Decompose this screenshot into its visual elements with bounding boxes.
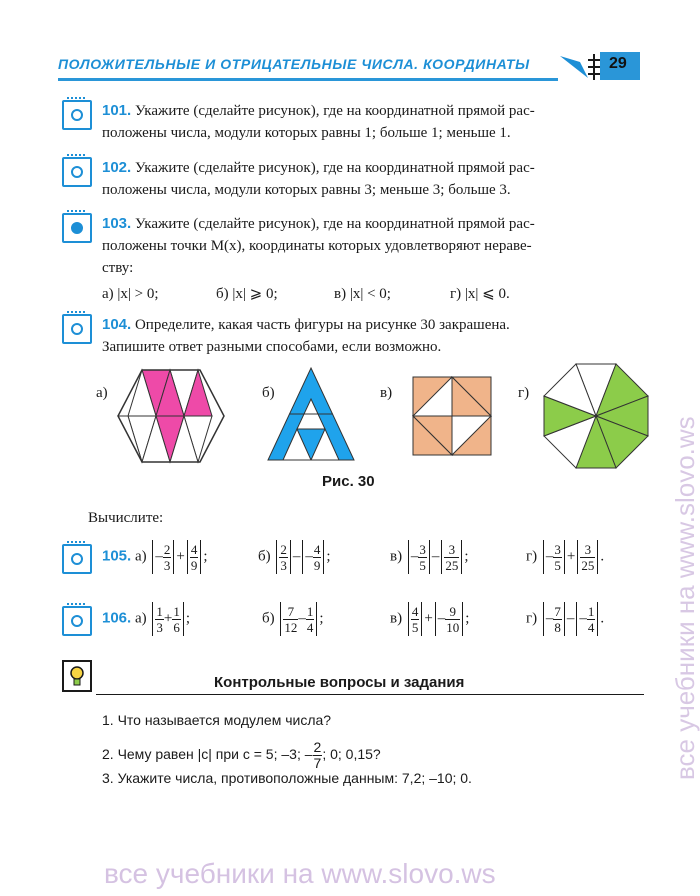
task-number: 102. <box>102 159 132 176</box>
figure-square <box>412 376 492 456</box>
expr-label: а) <box>134 548 147 565</box>
task-text: Определите, какая часть фигуры на рисунке 30 закрашена. <box>134 317 510 333</box>
notebook-icon <box>62 100 92 130</box>
expr-label: г) <box>526 548 538 565</box>
lightbulb-icon <box>62 660 94 694</box>
notebook-icon <box>62 544 92 574</box>
question-1: 1. Что называется модулем числа? <box>102 712 332 728</box>
task-text: положены числа, модули которых равны 1; больше 1; меньше 1. <box>102 125 511 141</box>
figure-triangle <box>266 366 356 462</box>
task-text: Запишите ответ разными способами, если возможно. <box>102 339 442 355</box>
figure-hexagon <box>116 368 226 466</box>
option-a: а) |x| > 0; <box>102 286 159 302</box>
figure-label-v: в) <box>380 385 393 401</box>
notebook-icon <box>62 213 92 243</box>
task-106-v: в) $\frac{4}{5}$ + – $\frac{9}{10}$ ; <box>390 603 470 635</box>
expr-label: а) <box>134 610 147 627</box>
task-number: 104. <box>102 316 132 333</box>
figure-octagon <box>542 362 650 470</box>
task-text: Укажите (сделайте рисунок), где на координатной прямой рас- <box>134 216 535 232</box>
task-number: 101. <box>102 102 132 119</box>
task-105-v: в) – $\frac{3}{5}$ – $\frac{3}{25}$ ; <box>390 541 469 573</box>
task-106: 106. а) $\frac{1}{3}$ + $\frac{1}{6}$ ; <box>102 603 190 635</box>
expr-label: в) <box>390 548 403 565</box>
control-title: Контрольные вопросы и задания <box>214 674 465 691</box>
expr-label: г) <box>526 610 538 627</box>
control-rule <box>96 694 644 695</box>
figure-caption: Рис. 30 <box>322 473 375 490</box>
watermark-side: все учебники на www.slovo.ws <box>670 416 700 780</box>
figure-label-g: г) <box>518 385 530 401</box>
page-header <box>58 52 640 82</box>
expr-label: б) <box>262 610 275 627</box>
task-105: 105. а) – $\frac{2}{3}$ + $\frac{4}{9}$ ; <box>102 541 208 573</box>
notebook-icon <box>62 606 92 636</box>
task-text: Укажите (сделайте рисунок), где на координатной прямой рас- <box>134 160 535 176</box>
figure-label-b: б) <box>262 385 275 401</box>
expr-label: б) <box>258 548 271 565</box>
task-text: положены числа, модули которых равны 3; меньше 3; больше 3. <box>102 182 511 198</box>
calc-heading: Вычислите: <box>88 510 164 526</box>
task-number: 103. <box>102 215 132 232</box>
option-g: г) |x| ⩽ 0. <box>450 286 510 302</box>
page-number: 29 <box>609 55 627 72</box>
notebook-icon <box>62 157 92 187</box>
task-text: Укажите (сделайте рисунок), где на координатной прямой рас- <box>134 103 535 119</box>
header-title: ПОЛОЖИТЕЛЬНЫЕ И ОТРИЦАТЕЛЬНЫЕ ЧИСЛА. КООРДИНАТЫ <box>58 56 530 72</box>
option-b: б) |x| ⩾ 0; <box>216 286 278 302</box>
task-106-g: г) – $\frac{7}{8}$ – – $\frac{1}{4}$ . <box>526 603 605 635</box>
task-number: 105. <box>102 547 132 565</box>
page-number-box <box>600 52 640 80</box>
question-2: 2. Чему равен |c| при c = 5; –3; – $\frac{2}{7}$ ; 0; 0,15? <box>102 739 381 771</box>
expr-label: в) <box>390 610 403 627</box>
task-106-b: б) $\frac{7}{12}$ – $\frac{1}{4}$ ; <box>262 603 324 635</box>
task-105-g: г) – $\frac{3}{5}$ + $\frac{3}{25}$ . <box>526 541 605 573</box>
bookmark-arrow-icon <box>558 52 602 82</box>
task-105-b: б) $\frac{2}{3}$ – – $\frac{4}{9}$ ; <box>258 541 331 573</box>
watermark-bottom: все учебники на www.slovo.ws <box>104 858 496 889</box>
task-text: ству: <box>102 260 134 276</box>
option-v: в) |x| < 0; <box>334 286 391 302</box>
task-number: 106. <box>102 609 132 627</box>
task-text: положены точки M(x), координаты которых удовлетворяют нераве- <box>102 238 532 254</box>
question-3: 3. Укажите числа, противоположные данным: 7,2; –10; 0. <box>102 770 472 786</box>
notebook-icon <box>62 314 92 344</box>
figure-label-a: а) <box>96 385 108 401</box>
